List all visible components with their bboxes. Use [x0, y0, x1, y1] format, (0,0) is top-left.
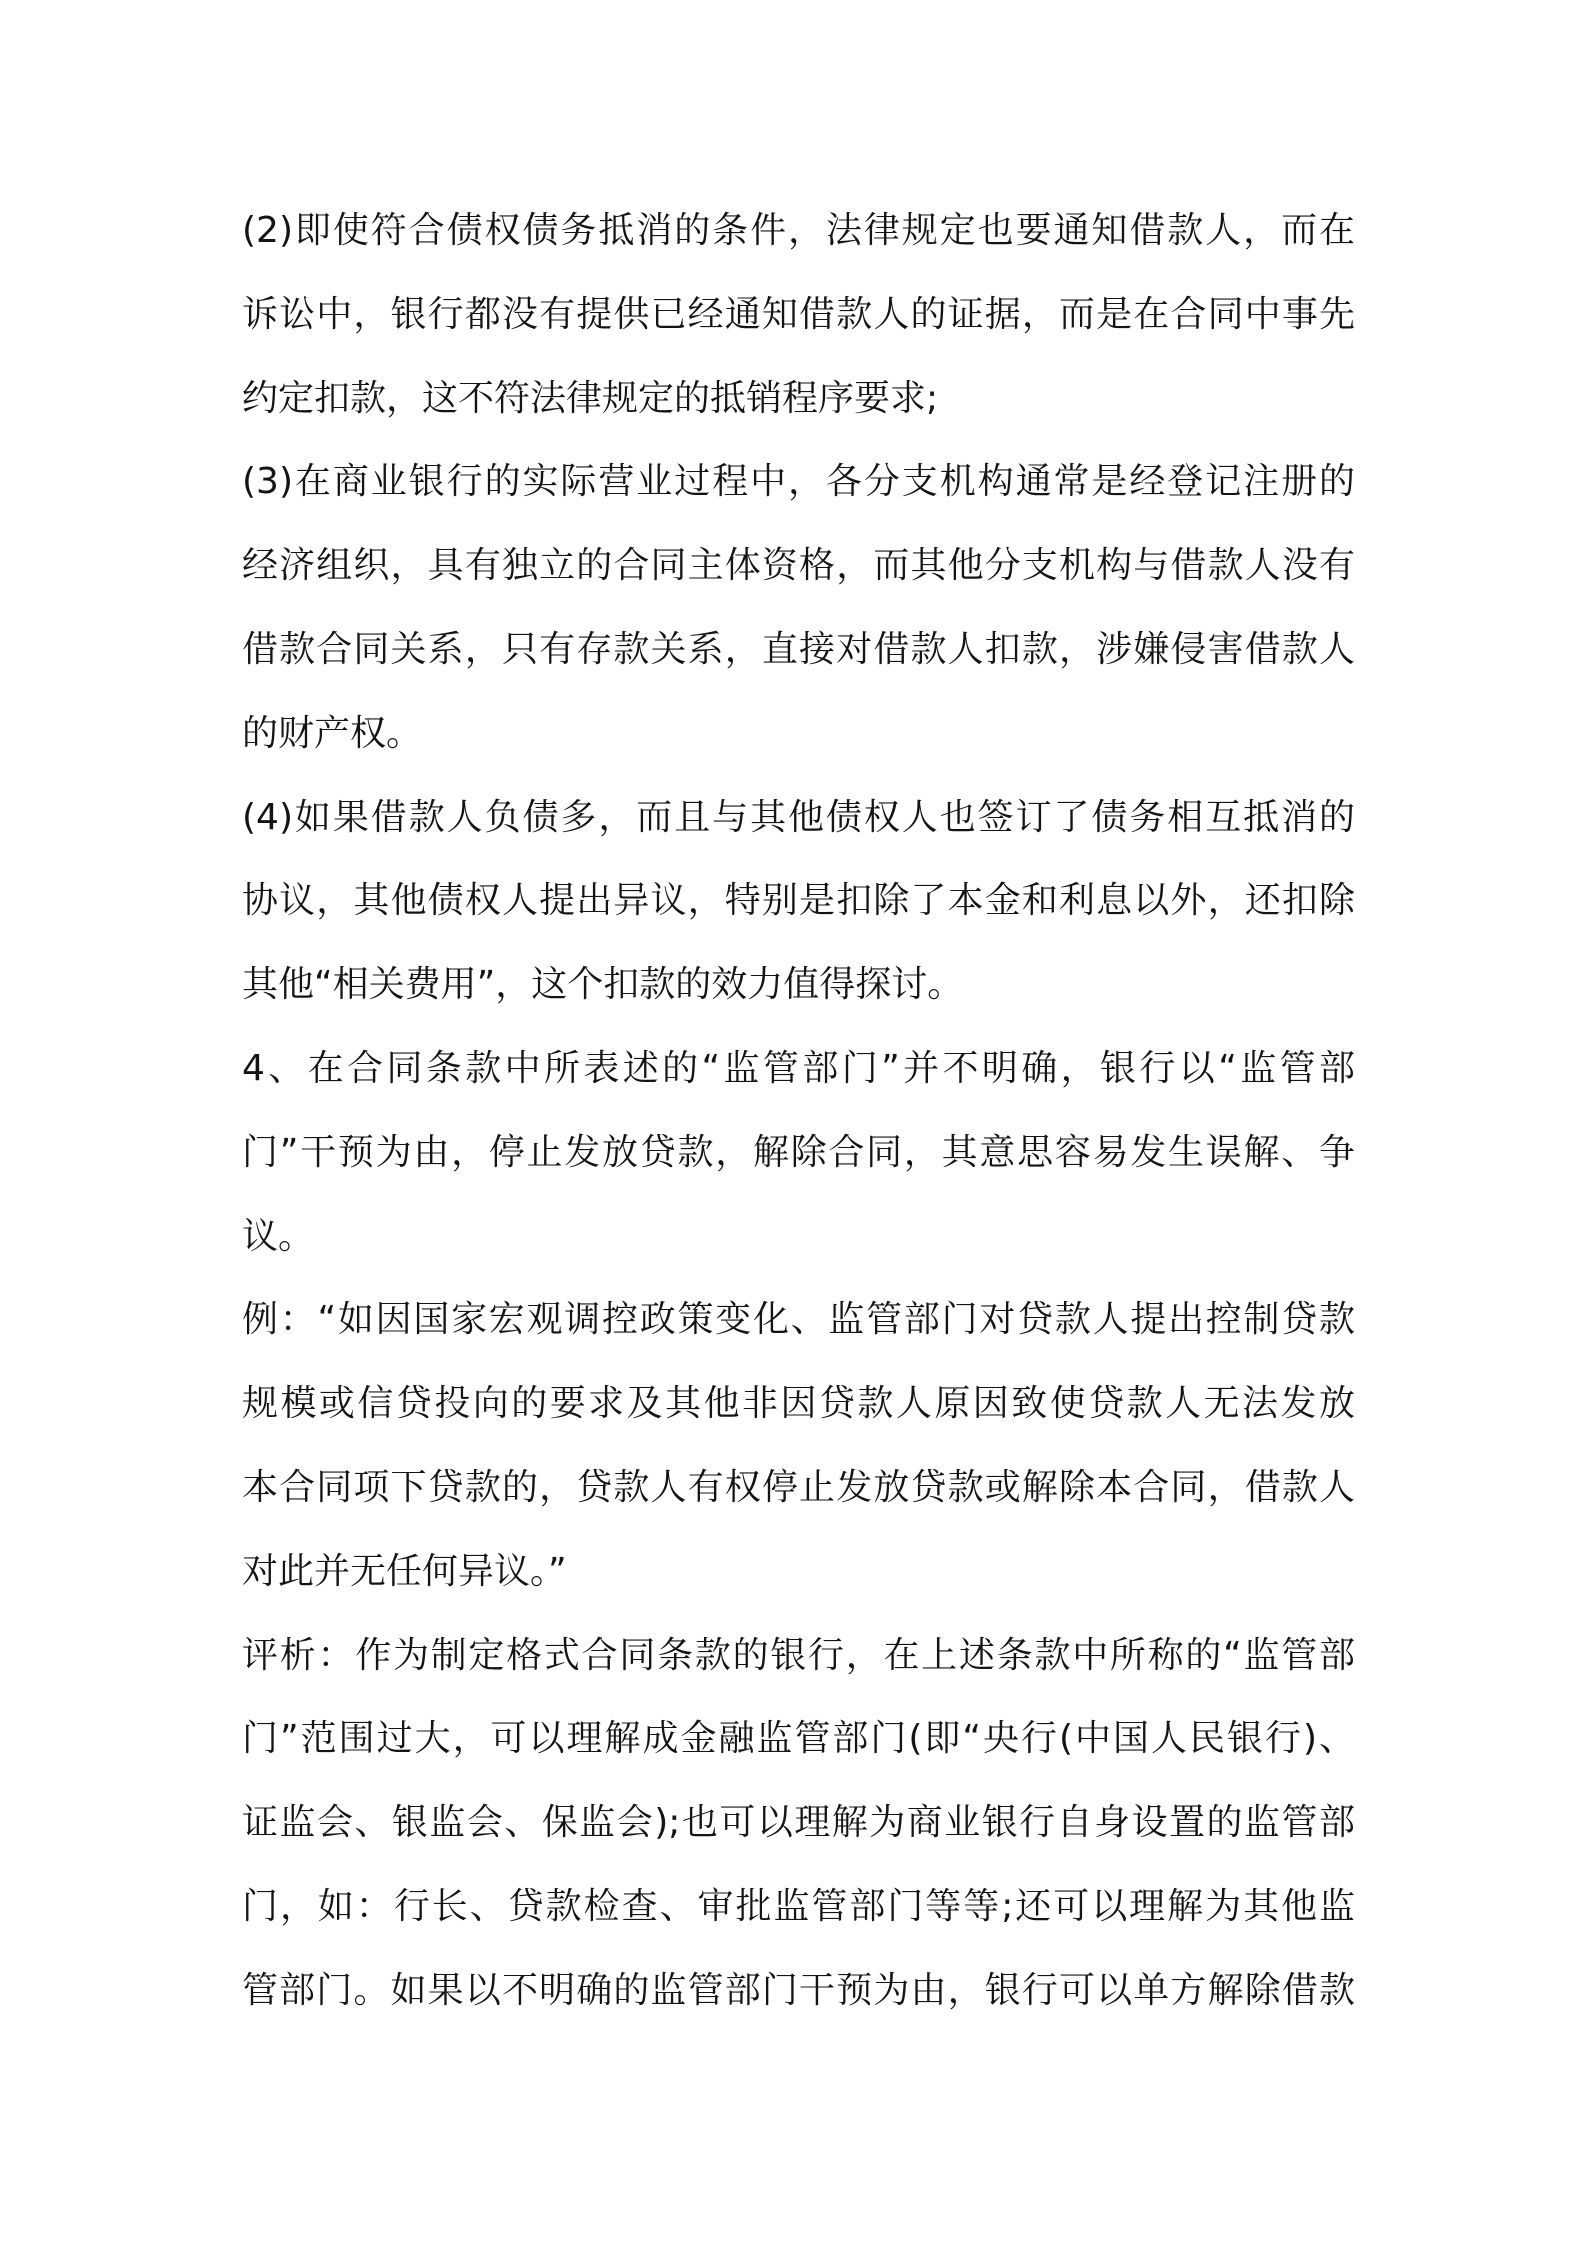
paragraph-example: [242, 1278, 1355, 1613]
text-line: (2)即使符合债权债务抵消的条件，法律规定也要通知借款人，而在: [242, 210, 1355, 251]
paragraph-item-4: [242, 776, 1355, 1027]
text-line: 的财产权。: [242, 712, 423, 754]
paragraph-item-2: [242, 189, 1355, 440]
document-body: [242, 189, 1355, 2033]
text-line: 证监会、银监会、保监会);也可以理解为商业银行自身设置的监管部: [242, 1802, 1355, 1844]
text-line: 议。: [242, 1215, 315, 1257]
text-line: 其他“相关费用”，这个扣款的效力值得探讨。: [242, 964, 964, 1006]
text-line: 本合同项下贷款的，贷款人有权停止发放贷款或解除本合同，借款人: [242, 1466, 1355, 1508]
paragraph-item-3: [242, 440, 1355, 775]
text-line: (3)在商业银行的实际营业过程中，各分支机构通常是经登记注册的: [242, 461, 1355, 503]
text-line: 协议，其他债权人提出异议，特别是扣除了本金和利息以外，还扣除: [242, 880, 1355, 922]
text-line: 规模或信贷投向的要求及其他非因贷款人原因致使贷款人无法发放: [242, 1383, 1355, 1425]
text-line: 管部门。如果以不明确的监管部门干预为由，银行可以单方解除借款: [242, 1969, 1355, 2011]
text-line: 约定扣款，这不符法律规定的抵销程序要求;: [242, 377, 939, 419]
text-line: 诉讼中，银行都没有提供已经通知借款人的证据，而是在合同中事先: [242, 293, 1355, 335]
paragraph-analysis: [242, 1614, 1355, 2033]
paragraph-section-4: [242, 1027, 1355, 1278]
text-line: (4)如果借款人负债多，而且与其他债权人也签订了债务相互抵消的: [242, 796, 1355, 838]
text-line: 4、在合同条款中所表述的“监管部门”并不明确，银行以“监管部: [242, 1047, 1355, 1089]
text-line: 评析：作为制定格式合同条款的银行，在上述条款中所称的“监管部: [242, 1634, 1355, 1676]
text-line: 对此并无任何异议。”: [242, 1550, 567, 1592]
text-line: 借款合同关系，只有存款关系，直接对借款人扣款，涉嫌侵害借款人: [242, 628, 1355, 670]
text-line: 例：“如因国家宏观调控政策变化、监管部门对贷款人提出控制贷款: [242, 1299, 1355, 1341]
text-line: 门”范围过大，可以理解成金融监管部门(即“央行(中国人民银行)、: [242, 1718, 1355, 1760]
text-line: 门，如：行长、贷款检查、审批监管部门等等;还可以理解为其他监: [242, 1885, 1355, 1927]
text-line: 门”干预为由，停止发放贷款，解除合同，其意思容易发生误解、争: [242, 1131, 1355, 1173]
text-line: 经济组织，具有独立的合同主体资格，而其他分支机构与借款人没有: [242, 545, 1355, 587]
